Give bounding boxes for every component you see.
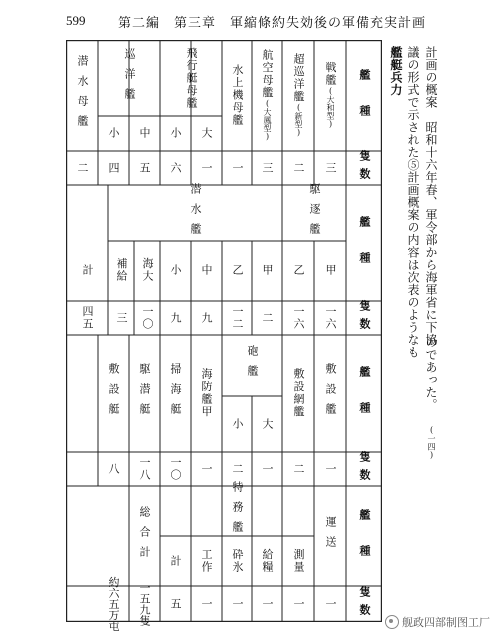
count-supply: 一 (261, 597, 275, 611)
count-minelaying-boat: 八 (107, 462, 121, 476)
section-heading: 艦艇兵力 (389, 46, 403, 96)
header-ship-type-1: 艦 種 (358, 69, 372, 123)
count-minelayer: 一 (324, 462, 338, 476)
count-flying-boat-large: 一 (200, 161, 214, 175)
type-grand-total: 総合計 (138, 506, 152, 566)
group-destroyer: 駆逐艦 (308, 183, 322, 243)
type-submarine-kaidai: 海大 (141, 257, 155, 283)
count-cruiser-medium: 五 (138, 161, 152, 175)
count-destroyer-a: 一六 (324, 305, 338, 331)
count-destroyer-b: 一六 (292, 305, 306, 331)
watermark-text: 舰政四部制图工厂 (402, 616, 490, 629)
type-repair: 工作 (200, 548, 214, 574)
count-subchaser: 一八 (138, 456, 152, 482)
body-text-column-1: 計画の概案 昭和十六年春、軍令部から海軍省に下協 (424, 46, 438, 346)
type-minesweeper: 掃海艇 (169, 363, 183, 423)
type-aircraft-carrier (261, 49, 273, 141)
count-gunboat-large: 一 (261, 462, 275, 476)
count-grand-total: 一五九隻 (138, 582, 152, 626)
header-count-2: 隻数 (358, 300, 372, 336)
type-transport: 運送 (324, 516, 338, 556)
count-minesweeper: 一〇 (169, 456, 183, 482)
type-escort-a: 海防艦甲 (200, 368, 214, 418)
type-super-cruiser-note: (新型) (294, 103, 304, 137)
type-aircraft-carrier-label: 航空母艦 (261, 49, 275, 99)
count-submarine-supply: 三 (115, 311, 129, 325)
running-head: 第二編 第三章 軍縮條約失効後の軍備充実計画 (118, 16, 427, 31)
body-text-continuation: のであった。 (424, 336, 438, 411)
header-ship-type-3: 艦 種 (358, 366, 372, 420)
group-special-service: 特務艦 (231, 481, 245, 541)
count-seaplane-tender: 一 (231, 161, 245, 175)
type-submarine-a: 甲 (261, 263, 275, 277)
type-seaplane-tender: 水上機母艦 (231, 63, 245, 127)
naval-force-table (66, 40, 382, 632)
count-submarine-a: 二 (261, 311, 275, 325)
count-gunboat-small: 二 (231, 462, 245, 476)
type-special-subtotal: 計 (169, 554, 183, 568)
type-minelaying-boat: 敷設艇 (107, 363, 121, 423)
type-super-cruiser (292, 53, 304, 137)
watermark-logo-icon (385, 615, 399, 629)
sub-flying-boat-small: 小 (169, 126, 183, 140)
group-submarine: 潜水艦 (189, 183, 203, 243)
body-text-column-2: 議の形式で示された⑤計画概案の内容は次表のようなも (406, 46, 420, 359)
type-destroyer-b: 乙 (292, 263, 306, 277)
type-destroyer-a: 甲 (324, 263, 338, 277)
count-submarine-tender: 二 (76, 161, 90, 175)
count-submarine-b: 一二 (231, 305, 245, 331)
count-submarine-small: 九 (169, 311, 183, 325)
sub-cruiser-medium: 中 (138, 126, 152, 140)
type-netlayer: 敷設網艦 (292, 368, 306, 418)
type-submarine-supply: 補給 (115, 257, 129, 283)
type-icebreaker: 砕氷 (231, 548, 245, 574)
type-battleship-label: 戦艦 (324, 61, 338, 87)
type-aircraft-carrier-note: (大鳳型) (263, 99, 273, 141)
count-flying-boat-small: 六 (169, 161, 183, 175)
sub-gunboat-small: 小 (231, 417, 245, 431)
type-super-cruiser-label: 超巡洋艦 (292, 53, 306, 103)
type-submarine-medium: 中 (200, 263, 214, 277)
type-subchaser: 駆潜艇 (138, 363, 152, 423)
type-battleship-note: (大和型) (326, 86, 336, 129)
header-count-4: 隻数 (358, 586, 372, 622)
count-transport: 一 (324, 597, 338, 611)
type-survey: 測量 (292, 548, 306, 574)
count-super-cruiser: 二 (292, 161, 306, 175)
type-minelayer: 敷設艦 (324, 363, 338, 423)
type-submarine-small: 小 (169, 263, 183, 277)
count-submarine-medium: 九 (200, 311, 214, 325)
header-ship-type-4: 艦 種 (358, 509, 372, 563)
tonnage-grand-total: 約六五万屯 (107, 576, 121, 632)
page-number: 599 (66, 13, 86, 28)
count-battleship: 三 (324, 161, 338, 175)
count-repair: 一 (200, 597, 214, 611)
header-count-3: 隻数 (358, 451, 372, 487)
type-submarine-b: 乙 (231, 263, 245, 277)
body-text-column-4 (423, 336, 438, 460)
type-battleship (324, 62, 336, 129)
sub-flying-boat-large: 大 (200, 126, 214, 140)
count-cruiser-small: 四 (107, 161, 121, 175)
count-subtotal: 四五 (81, 305, 95, 331)
type-supply: 給糧 (261, 548, 275, 574)
group-cruiser: 巡洋艦 (123, 48, 137, 108)
count-special-subtotal: 五 (169, 597, 183, 611)
count-submarine-kaidai: 一〇 (141, 305, 155, 331)
count-netlayer: 二 (292, 462, 306, 476)
count-icebreaker: 一 (231, 597, 245, 611)
watermark (385, 614, 490, 630)
sub-cruiser-small: 小 (107, 126, 121, 140)
footnote-mark: (一四) (427, 425, 436, 460)
group-flying-boat-tender: 飛行艇母艦 (185, 46, 199, 110)
count-aircraft-carrier: 三 (261, 161, 275, 175)
sub-gunboat-large: 大 (261, 417, 275, 431)
type-subtotal: 計 (81, 263, 95, 277)
type-submarine-tender: 潜水母艦 (76, 55, 90, 135)
header-count-1: 隻数 (358, 150, 372, 186)
header-ship-type-2: 艦 種 (358, 216, 372, 270)
count-escort-a: 一 (200, 462, 214, 476)
count-survey: 一 (292, 597, 306, 611)
group-gunboat: 砲艦 (246, 345, 260, 385)
